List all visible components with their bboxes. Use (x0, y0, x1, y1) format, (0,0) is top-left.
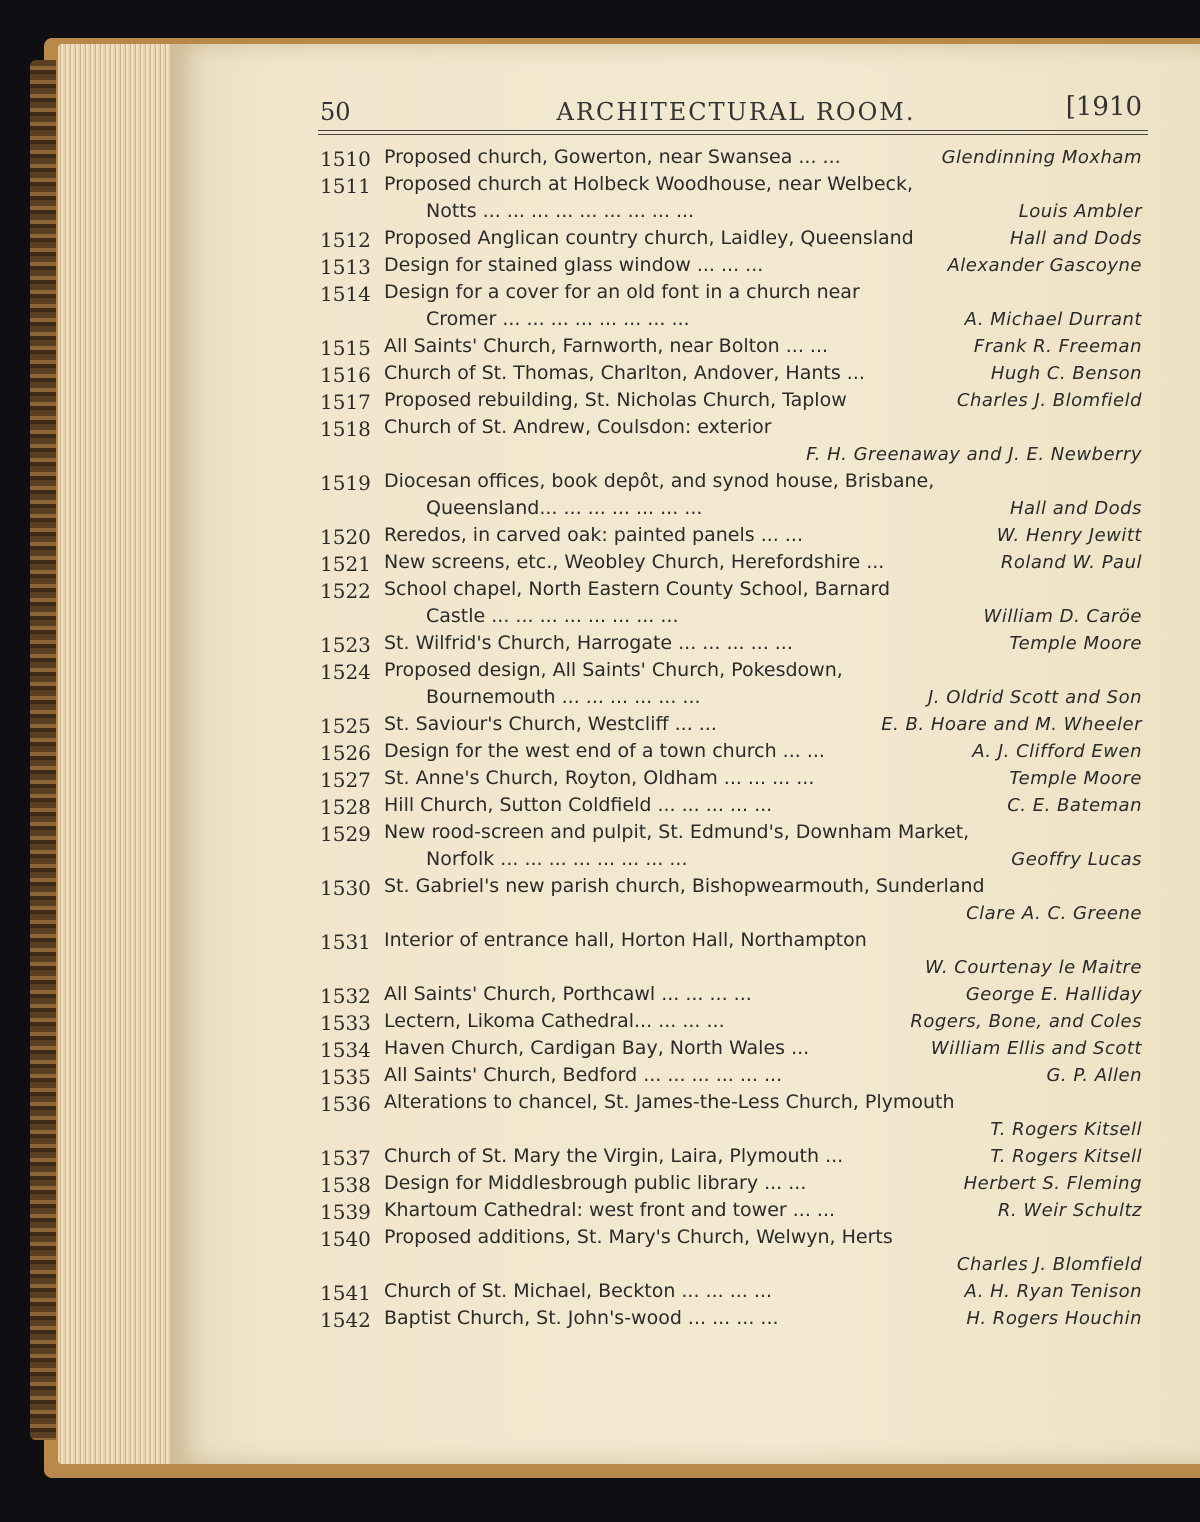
entry-description: Alterations to chancel, St. James-the-Less Church, Plymouth (384, 1091, 955, 1113)
entry-author: Roland W. Paul (1000, 552, 1142, 573)
entry-title-line (320, 873, 1150, 900)
page-year: [1910 (1065, 92, 1142, 122)
catalogue-entry (320, 765, 1150, 792)
page-header (320, 92, 1152, 132)
entry-description: St. Anne's Church, Royton, Oldham ... ... ... ... (384, 767, 815, 789)
entry-description: Proposed additions, St. Mary's Church, Welwyn, Herts (384, 1226, 893, 1248)
catalogue-entry (320, 333, 1150, 360)
catalogue-entry (320, 387, 1150, 414)
entry-number: 1525 (320, 714, 371, 738)
catalogue-entry (320, 1278, 1150, 1305)
catalogue-entry (320, 630, 1150, 657)
catalogue-entry (320, 252, 1150, 279)
entry-description: Church of St. Andrew, Coulsdon: exterior (384, 416, 772, 438)
entry-description: Norfolk ... ... ... ... ... ... ... ... (426, 848, 688, 870)
catalogue-entry (320, 360, 1150, 387)
entry-author: C. E. Bateman (1007, 795, 1142, 816)
entry-title-line (320, 765, 1150, 792)
entry-author: A. H. Ryan Tenison (964, 1281, 1142, 1302)
entry-description: School chapel, North Eastern County School, Barnard (384, 578, 891, 600)
entry-author: William Ellis and Scott (930, 1038, 1142, 1059)
entry-author-line (320, 441, 1150, 468)
catalogue-entry (320, 738, 1150, 765)
entry-description: All Saints' Church, Farnworth, near Bolton ... ... (384, 335, 829, 357)
catalogue-entry (320, 144, 1150, 171)
catalogue-entry (320, 171, 1150, 225)
entry-description: Reredos, in carved oak: painted panels ... ... (384, 524, 803, 546)
entry-title-line (320, 171, 1150, 198)
entry-number: 1521 (320, 552, 371, 576)
entry-description: Lectern, Likoma Cathedral... ... ... ... (384, 1010, 725, 1032)
entry-title-line (320, 279, 1150, 306)
entry-number: 1541 (320, 1281, 371, 1305)
entry-title-line (320, 360, 1150, 387)
entry-description: St. Wilfrid's Church, Harrogate ... ... ... ... ... (384, 632, 793, 654)
entry-description: Proposed design, All Saints' Church, Pokesdown, (384, 659, 843, 681)
catalogue-entry (320, 1224, 1150, 1278)
entry-description: Proposed Anglican country church, Laidley, Queensland (384, 227, 914, 249)
entry-number: 1512 (320, 228, 371, 252)
entry-number: 1514 (320, 282, 371, 306)
catalogue-entry (320, 1197, 1150, 1224)
entry-author: William D. Caröe (983, 606, 1142, 627)
entry-title-line (320, 630, 1150, 657)
entry-author-line (320, 1116, 1150, 1143)
entry-number: 1542 (320, 1308, 371, 1332)
entry-title-line (320, 1062, 1150, 1089)
catalogue-entry (320, 1305, 1150, 1332)
entry-author: G. P. Allen (1046, 1065, 1142, 1086)
entry-title-line (320, 981, 1150, 1008)
entry-author: Hugh C. Benson (990, 363, 1142, 384)
entry-author: W. Henry Jewitt (996, 525, 1142, 546)
catalogue-entries (320, 144, 1150, 1332)
book-page (170, 44, 1200, 1464)
entry-description: Cromer ... ... ... ... ... ... ... ... (426, 308, 690, 330)
entry-description: All Saints' Church, Bedford ... ... ... ... ... ... (384, 1064, 783, 1086)
entry-description: St. Gabriel's new parish church, Bishopwearmouth, Sunderland (384, 875, 985, 897)
entry-number: 1517 (320, 390, 371, 414)
entry-author: T. Rogers Kitsell (990, 1119, 1142, 1140)
entry-author: E. B. Hoare and M. Wheeler (881, 714, 1142, 735)
entry-description: Church of St. Mary the Virgin, Laira, Plymouth ... (384, 1145, 844, 1167)
entry-author: Charles J. Blomfield (956, 1254, 1142, 1275)
catalogue-entry (320, 981, 1150, 1008)
entry-title-line (320, 549, 1150, 576)
entry-title-line (320, 711, 1150, 738)
catalogue-entry (320, 1035, 1150, 1062)
book-spine (30, 60, 56, 1440)
entry-author-line (320, 900, 1150, 927)
catalogue-entry (320, 549, 1150, 576)
entry-number: 1510 (320, 147, 371, 171)
catalogue-entry (320, 819, 1150, 873)
entry-description: Proposed rebuilding, St. Nicholas Church, Taplow (384, 389, 847, 411)
catalogue-entry (320, 414, 1150, 468)
entry-number: 1538 (320, 1173, 371, 1197)
entry-author: Hall and Dods (1009, 228, 1142, 249)
entry-author: Temple Moore (1009, 768, 1142, 789)
entry-author: Frank R. Freeman (973, 336, 1142, 357)
catalogue-entry (320, 873, 1150, 927)
entry-description: Church of St. Michael, Beckton ... ... ... ... (384, 1280, 772, 1302)
entry-description: Notts ... ... ... ... ... ... ... ... ... (426, 200, 695, 222)
entry-description: Interior of entrance hall, Horton Hall, Northampton (384, 929, 867, 951)
entry-author: Rogers, Bone, and Coles (910, 1011, 1142, 1032)
entry-description: Haven Church, Cardigan Bay, North Wales ... (384, 1037, 810, 1059)
entry-author: Alexander Gascoyne (947, 255, 1142, 276)
entry-description: New screens, etc., Weobley Church, Herefordshire ... (384, 551, 885, 573)
entry-number: 1539 (320, 1200, 371, 1224)
catalogue-entry (320, 711, 1150, 738)
entry-title-line (320, 522, 1150, 549)
entry-title-line (320, 1305, 1150, 1332)
entry-author: Temple Moore (1009, 633, 1142, 654)
entry-title-line (320, 1143, 1150, 1170)
entry-title-line (320, 333, 1150, 360)
entry-description: Church of St. Thomas, Charlton, Andover, Hants ... (384, 362, 865, 384)
entry-number: 1518 (320, 417, 371, 441)
entry-author: R. Weir Schultz (997, 1200, 1142, 1221)
entry-number: 1520 (320, 525, 371, 549)
catalogue-entry (320, 792, 1150, 819)
entry-title-line (320, 1089, 1150, 1116)
entry-author: Glendinning Moxham (941, 147, 1142, 168)
entry-author-line (320, 1251, 1150, 1278)
entry-title-line (320, 1008, 1150, 1035)
catalogue-entry (320, 1089, 1150, 1143)
entry-number: 1532 (320, 984, 371, 1008)
entry-number: 1529 (320, 822, 371, 846)
catalogue-entry (320, 1008, 1150, 1035)
catalogue-entry (320, 225, 1150, 252)
entry-author: F. H. Greenaway and J. E. Newberry (806, 444, 1142, 465)
catalogue-entry (320, 279, 1150, 333)
catalogue-entry (320, 657, 1150, 711)
entry-number: 1530 (320, 876, 371, 900)
catalogue-entry (320, 522, 1150, 549)
entry-author: W. Courtenay le Maitre (925, 957, 1142, 978)
entry-number: 1537 (320, 1146, 371, 1170)
entry-title-line (320, 225, 1150, 252)
entry-number: 1534 (320, 1038, 371, 1062)
entry-number: 1511 (320, 174, 371, 198)
entry-continuation-line (320, 846, 1150, 873)
entry-description: Bournemouth ... ... ... ... ... ... (426, 686, 701, 708)
entry-number: 1531 (320, 930, 371, 954)
entry-title-line (320, 414, 1150, 441)
entry-continuation-line (320, 306, 1150, 333)
entry-title-line (320, 1197, 1150, 1224)
entry-number: 1540 (320, 1227, 371, 1251)
entry-number: 1527 (320, 768, 371, 792)
entry-number: 1524 (320, 660, 371, 684)
page-number: 50 (320, 98, 351, 126)
entry-title-line (320, 1035, 1150, 1062)
entry-continuation-line (320, 603, 1150, 630)
entry-number: 1526 (320, 741, 371, 765)
catalogue-entry (320, 927, 1150, 981)
catalogue-entry (320, 1143, 1150, 1170)
entry-author: Herbert S. Fleming (963, 1173, 1142, 1194)
entry-title-line (320, 738, 1150, 765)
entry-author: Clare A. C. Greene (966, 903, 1142, 924)
entry-title-line (320, 252, 1150, 279)
entry-author: J. Oldrid Scott and Son (928, 687, 1142, 708)
catalogue-entry (320, 1062, 1150, 1089)
entry-author: George E. Halliday (965, 984, 1142, 1005)
catalogue-entry (320, 1170, 1150, 1197)
entry-author-line (320, 954, 1150, 981)
entry-description: Design for a cover for an old font in a church near (384, 281, 860, 303)
entry-continuation-line (320, 198, 1150, 225)
entry-title-line (320, 387, 1150, 414)
entry-number: 1522 (320, 579, 371, 603)
entry-author: A. J. Clifford Ewen (972, 741, 1142, 762)
entry-description: New rood-screen and pulpit, St. Edmund's, Downham Market, (384, 821, 970, 843)
entry-description: Castle ... ... ... ... ... ... ... ... (426, 605, 679, 627)
entry-author: Charles J. Blomfield (956, 390, 1142, 411)
catalogue-entry (320, 576, 1150, 630)
entry-title-line (320, 576, 1150, 603)
entry-description: Baptist Church, St. John's-wood ... ... ... ... (384, 1307, 779, 1329)
entry-continuation-line (320, 684, 1150, 711)
entry-description: Design for Middlesbrough public library ... ... (384, 1172, 807, 1194)
entry-author: Louis Ambler (1018, 201, 1142, 222)
entry-title-line (320, 792, 1150, 819)
entry-title-line (320, 927, 1150, 954)
header-rule-second (318, 134, 1148, 135)
entry-title-line (320, 1224, 1150, 1251)
entry-title-line (320, 1170, 1150, 1197)
entry-number: 1513 (320, 255, 371, 279)
entry-number: 1515 (320, 336, 371, 360)
entry-number: 1535 (320, 1065, 371, 1089)
entry-description: Proposed church, Gowerton, near Swansea ... ... (384, 146, 841, 168)
entry-continuation-line (320, 495, 1150, 522)
entry-title-line (320, 144, 1150, 171)
entry-description: St. Saviour's Church, Westcliff ... ... (384, 713, 717, 735)
page-title: ARCHITECTURAL ROOM. (556, 98, 916, 126)
entry-author: T. Rogers Kitsell (990, 1146, 1142, 1167)
entry-number: 1533 (320, 1011, 371, 1035)
entry-number: 1516 (320, 363, 371, 387)
entry-title-line (320, 1278, 1150, 1305)
entry-number: 1528 (320, 795, 371, 819)
entry-number: 1519 (320, 471, 371, 495)
entry-description: Hill Church, Sutton Coldfield ... ... ... ... ... (384, 794, 773, 816)
entry-description: Design for the west end of a town church ... ... (384, 740, 825, 762)
entry-number: 1523 (320, 633, 371, 657)
entry-author: H. Rogers Houchin (966, 1308, 1142, 1329)
entry-description: All Saints' Church, Porthcawl ... ... ... ... (384, 983, 752, 1005)
header-rule (318, 130, 1148, 131)
entry-number: 1536 (320, 1092, 371, 1116)
entry-description: Queensland... ... ... ... ... ... ... (426, 497, 703, 519)
entry-description: Proposed church at Holbeck Woodhouse, near Welbeck, (384, 173, 913, 195)
entry-title-line (320, 657, 1150, 684)
entry-author: A. Michael Durrant (964, 309, 1142, 330)
page-edges (58, 44, 178, 1464)
entry-description: Diocesan offices, book depôt, and synod house, Brisbane, (384, 470, 935, 492)
entry-author: Hall and Dods (1009, 498, 1142, 519)
entry-description: Khartoum Cathedral: west front and tower ... ... (384, 1199, 836, 1221)
entry-description: Design for stained glass window ... ... ... (384, 254, 764, 276)
entry-title-line (320, 468, 1150, 495)
catalogue-entry (320, 468, 1150, 522)
entry-title-line (320, 819, 1150, 846)
entry-author: Geoffry Lucas (1011, 849, 1142, 870)
